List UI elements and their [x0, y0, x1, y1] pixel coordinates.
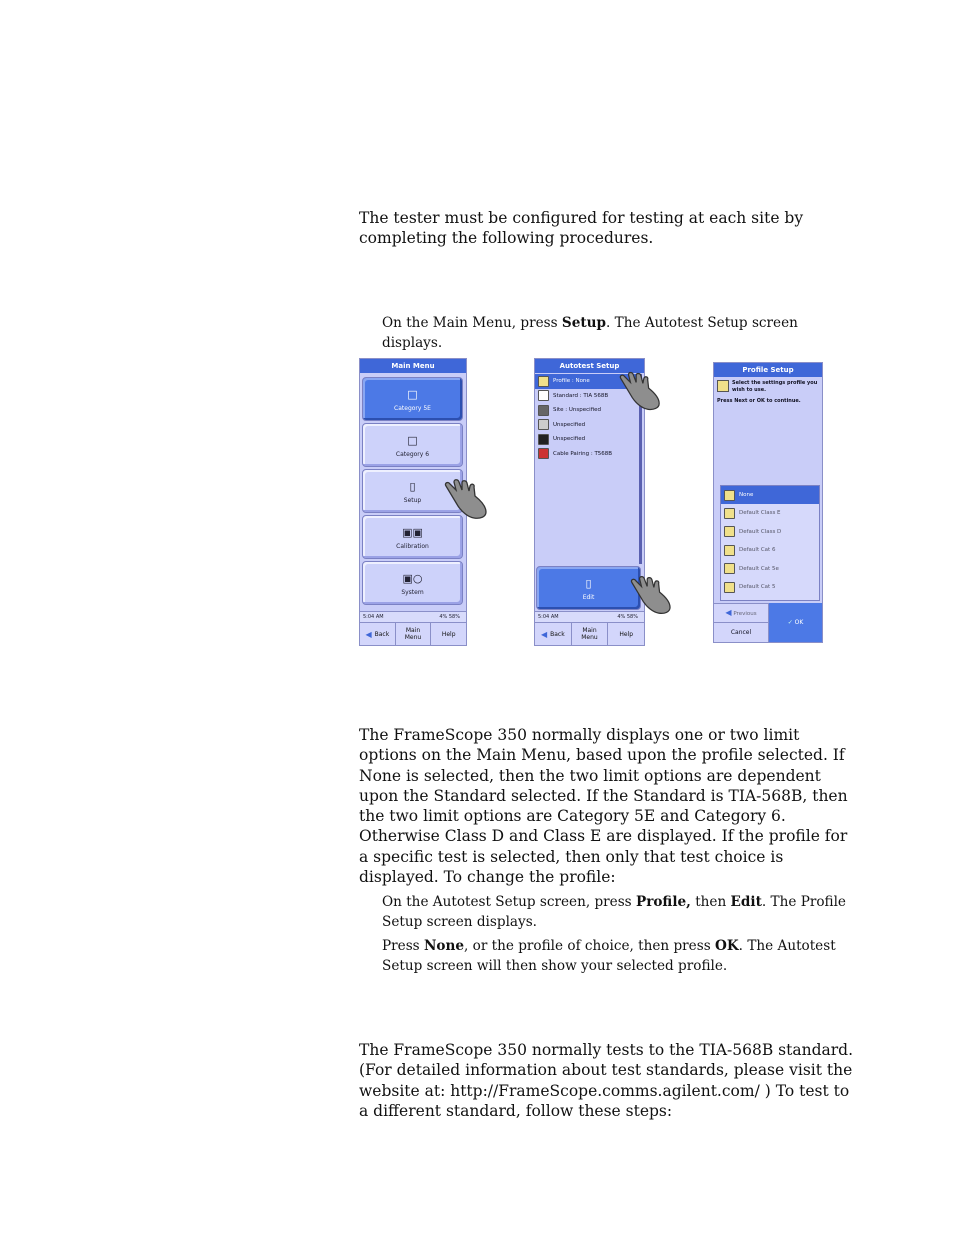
standard-row-label: Standard : TIA 568B	[553, 392, 609, 399]
autotest-setup-title: Autotest Setup	[535, 359, 644, 373]
profile-icon	[538, 376, 549, 387]
step-text: then	[690, 894, 731, 910]
category6-button	[362, 423, 463, 467]
step-text: . The Autotest Setup screen will then show your selected profile.	[382, 938, 836, 974]
document-icon: □	[407, 434, 418, 447]
profile-option	[721, 523, 819, 542]
tester-icon: ▯	[409, 480, 416, 493]
site-row-label: Site : Unspecified	[553, 407, 602, 413]
step-text: On the Autotest Setup screen, press	[382, 894, 636, 910]
system-button	[362, 561, 463, 605]
profile-step-2	[382, 936, 852, 976]
instruction-text: Select the settings profile you wish to use.	[732, 380, 818, 393]
setup-label: Setup	[403, 497, 422, 504]
back-arrow-icon: ◀	[540, 629, 548, 639]
profile-option	[721, 541, 819, 560]
previous-button	[714, 603, 769, 622]
status-bar	[360, 611, 466, 622]
profile-icon	[724, 545, 735, 556]
clock-text: 5:04 AM	[538, 614, 559, 620]
help-button	[431, 623, 466, 645]
profile-hint: Press Next or OK to continue.	[717, 398, 801, 404]
profile-option	[721, 486, 819, 504]
calibration-button	[362, 515, 463, 559]
checkmark-icon: ✓	[787, 619, 793, 626]
profile-setup-title: Profile Setup	[714, 363, 822, 377]
previous-label: Previous	[733, 611, 757, 617]
hand-pointer-icon	[617, 370, 663, 412]
document-icon: □	[407, 388, 418, 401]
main-menu-title: Main Menu	[360, 359, 466, 373]
meter-icon	[538, 419, 549, 430]
setup-step-suffix: . The Autotest Setup screen displays.	[382, 315, 798, 351]
battery-text: 4% 58%	[439, 614, 460, 620]
step-bold: None	[423, 938, 464, 954]
intro-paragraph: The tester must be configured for testing at each site by completing the following procedures.	[359, 209, 804, 248]
clock-text: 5:04 AM	[363, 614, 384, 620]
category5e-label: Category 5E	[394, 405, 431, 412]
cable-pairing-row	[535, 447, 639, 462]
step-bold: Edit	[730, 894, 762, 910]
edit-label: Edit	[582, 594, 595, 601]
profile-option	[721, 504, 819, 523]
site-icon	[538, 405, 549, 416]
profile-icon	[717, 380, 729, 392]
step-text: . The Profile Setup screen displays.	[382, 894, 846, 930]
category6-label: Category 6	[395, 451, 430, 458]
tester-icon: ▯	[585, 577, 592, 590]
system-icon: ▣○	[402, 572, 423, 585]
profile-icon	[724, 508, 735, 519]
standard-paragraph: The FrameScope 350 normally tests to the TIA-568B standard. (For detailed information about test standards, please visit the website at: http://FrameScope.comms.agilent.com/ ) To test to a different standard, follow these steps:	[359, 1041, 854, 1120]
setup-step	[382, 313, 852, 353]
profile-instruction	[714, 377, 822, 394]
cancel-button	[714, 622, 769, 643]
profile-option-label: None	[739, 491, 754, 498]
ok-button	[769, 603, 822, 642]
step-text: Press	[382, 938, 424, 954]
profile-option-label: Default Class D	[739, 528, 782, 535]
cable-pairing-label: Cable Pairing : T568B	[553, 450, 613, 457]
bottom-bar	[360, 622, 466, 645]
help-label: Help	[619, 630, 634, 638]
standard-icon	[538, 390, 549, 401]
calibration-label: Calibration	[396, 543, 429, 550]
back-button	[535, 623, 572, 645]
unspecified-row-2	[535, 432, 639, 447]
unspecified-row-1	[535, 418, 639, 433]
calibration-icon: ▣▣	[402, 526, 423, 539]
bottom-bar	[535, 622, 644, 645]
main-menu-button	[572, 623, 609, 645]
profile-icon	[724, 582, 735, 593]
battery-text: 4% 58%	[617, 614, 638, 620]
back-arrow-icon: ◀	[365, 629, 372, 639]
step-text: , or the profile of choice, then press	[464, 938, 715, 954]
edit-button	[536, 566, 641, 610]
main-menu-button	[396, 623, 432, 645]
back-label: Back	[550, 630, 565, 638]
profile-option-label: Default Cat 5e	[739, 565, 779, 572]
profile-icon	[724, 526, 735, 537]
cable-icon	[538, 434, 549, 445]
hand-pointer-icon	[442, 478, 490, 520]
help-button	[608, 623, 644, 645]
back-label: Back	[374, 630, 390, 638]
unspecified-label-2: Unspecified	[553, 436, 586, 442]
step-bold: OK	[715, 938, 739, 954]
cancel-label: Cancel	[730, 629, 752, 636]
profile-option	[721, 560, 819, 579]
profile-options-list	[720, 485, 820, 601]
profile-option-label: Default Cat 5	[739, 584, 776, 590]
step-bold: Profile,	[635, 894, 691, 910]
back-button	[360, 623, 396, 645]
profile-icon	[724, 490, 735, 501]
profile-setup-screenshot	[713, 362, 823, 643]
system-label: System	[401, 589, 424, 596]
profile-paragraph: The FrameScope 350 normally displays one or two limit options on the Main Menu, based upon the profile selected. If None is selected, then the two limit options are dependent upon the Standard selected. If the Standard is TIA-568B, then the two limit options are Category 5E and Category 6. Otherwise Class D and Class E are displayed. If the profile for a specific test is selected, then only that test choice is displayed. To change the profile:	[359, 726, 848, 887]
setup-step-prefix: On the Main Menu, press	[382, 315, 562, 331]
main-menu-label: Main Menu	[581, 627, 598, 641]
ok-label: OK	[794, 619, 804, 626]
back-arrow-icon: ◀	[725, 608, 732, 617]
hand-pointer-icon	[628, 575, 674, 615]
pairing-icon	[538, 448, 549, 459]
profile-step-1	[382, 892, 852, 932]
profile-option-label: Default Class E	[739, 510, 781, 516]
profile-row-label: Profile : None	[553, 378, 590, 384]
profile-icon	[724, 563, 735, 574]
category5e-button	[362, 377, 463, 421]
unspecified-label-1: Unspecified	[553, 421, 586, 428]
setup-step-bold: Setup	[561, 315, 607, 331]
profile-option	[721, 578, 819, 597]
main-menu-label: Main Menu	[404, 627, 422, 641]
help-label: Help	[441, 630, 456, 638]
profile-option-label: Default Cat 6	[739, 547, 776, 553]
